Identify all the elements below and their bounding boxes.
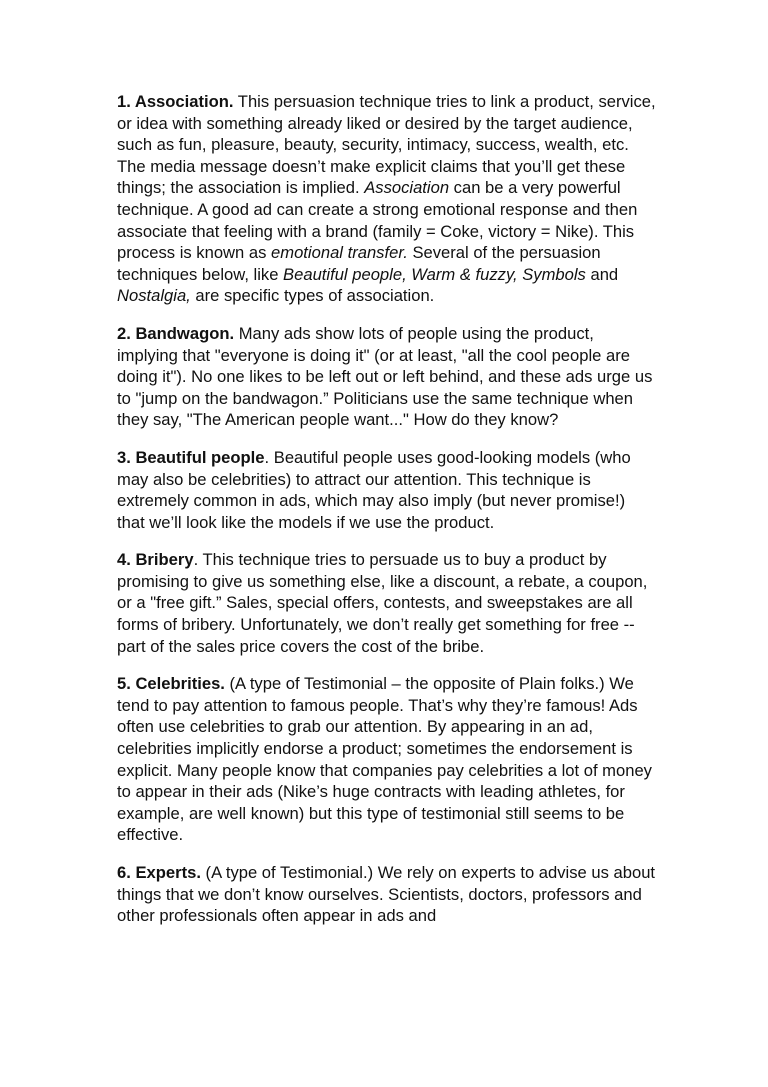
section-heading: 3. Beautiful people [117, 447, 265, 467]
section-heading: 6. Experts. [117, 863, 201, 882]
section-association: 1. Association. This persuasion technique tries to link a product, service, or idea with something already liked or desired by the target audience, such as fun, pleasure, beauty, security, intimacy, success, wealth, etc. The media message doesn’t make explicit claims that you’ll get these things; the association is implied. Association can be a very powerful technique. A good ad can create a strong emotional response and then associate that feeling with a brand (family = Coke, victory = Nike). This process is known as emotional transfer. Several of the persuasion techniques below, like Beautiful people, Warm & fuzzy, Symbols and Nostalgia, are specific types of association. [117, 92, 656, 306]
section-bandwagon: 2. Bandwagon. Many ads show lots of people using the product, implying that "everyone is doing it" (or at least, "all the cool people are doing it"). No one likes to be left out or left behind, and these ads urge us to "jump on the bandwagon.” Politicians use the same technique when they say, "The American people want..." How do they know? [117, 323, 653, 430]
section-bribery: 4. Bribery. This technique tries to persuade us to buy a product by promising to give us something else, like a discount, a rebate, a coupon, or a "free gift.” Sales, special offers, contests, and sweepstakes are all forms of bribery. Unfortunately, we don’t really get something for free -- part of the sales price covers the cost of the bribe. [117, 550, 648, 656]
document-page [117, 91, 657, 943]
section-experts: 6. Experts. (A type of Testimonial.) We rely on experts to advise us about things that we don’t know ourselves. Scientists, doctors, professors and other professionals often appear in ads and [117, 863, 656, 926]
section-heading: 1. Association. [117, 92, 234, 111]
section-heading: 5. Celebrities. [117, 674, 225, 694]
section-beautiful-people: 3. Beautiful people. Beautiful people uses good-looking models (who may also be celebrities) to attract our attention. This technique is extremely common in ads, which may also imply (but never promise!) that we’ll look like the models if we use the product. [117, 447, 631, 532]
section-heading: 4. Bribery [117, 550, 194, 570]
section-heading: 2. Bandwagon. [117, 323, 235, 343]
section-celebrities: 5. Celebrities. (A type of Testimonial – the opposite of Plain folks.) We tend to pay attention to famous people. That’s why they’re famous! Ads often use celebrities to grab our attention. By appearing in an ad, celebrities implicitly endorse a product; sometimes the endorsement is explicit. Many people know that companies pay celebrities a lot of money to appear in their ads (Nike’s huge contracts with leading athletes, for example, are well known) but this type of testimonial still seems to be effective. [117, 674, 652, 845]
